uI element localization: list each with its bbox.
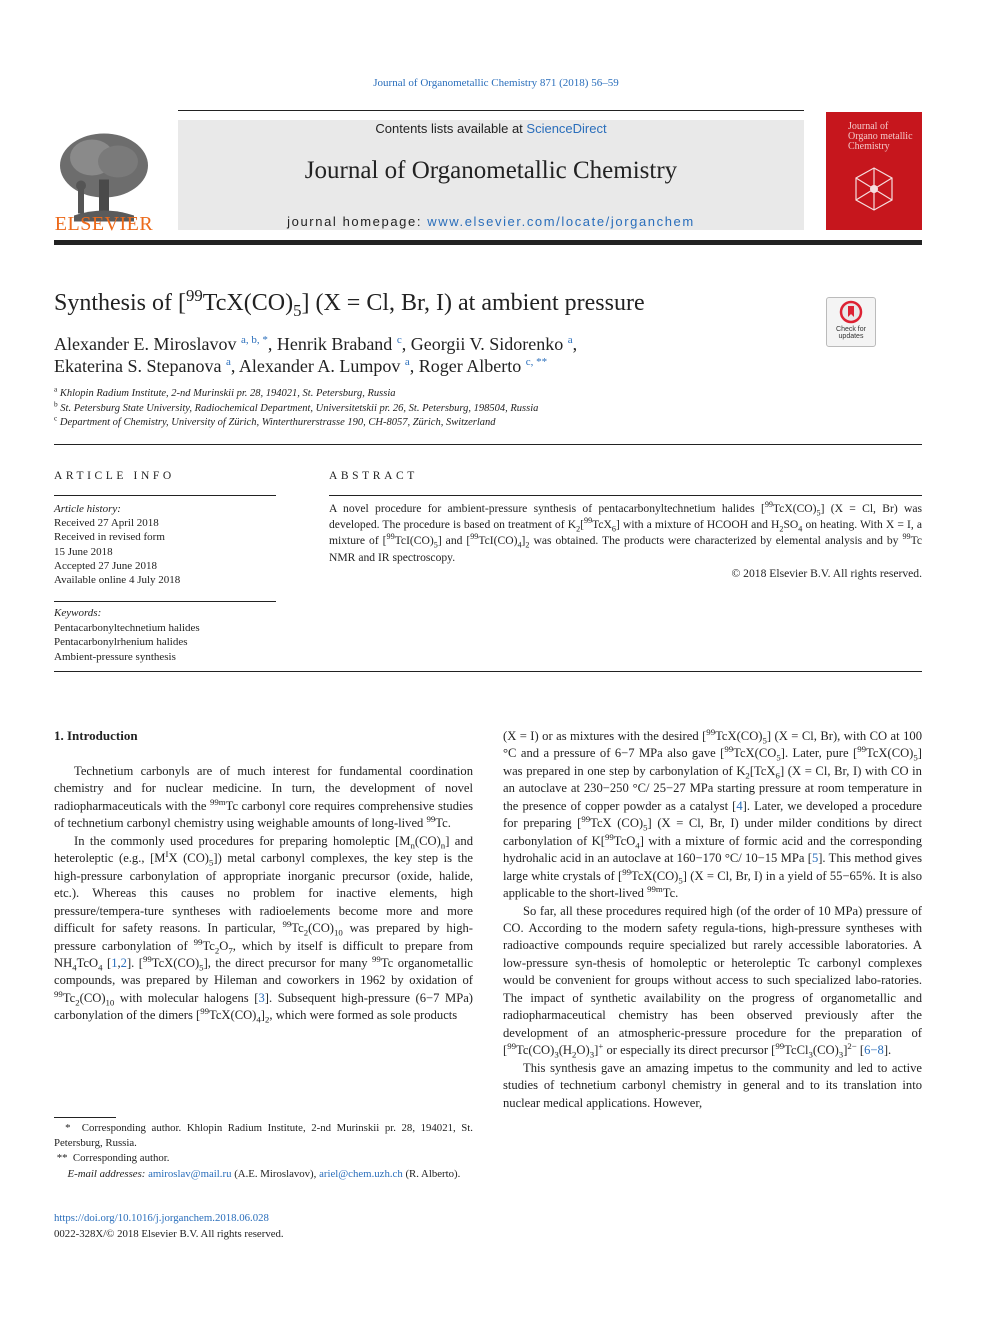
keywords (54, 606, 276, 664)
history-item: Received 27 April 2018 (54, 517, 159, 530)
divider (54, 671, 922, 672)
body-column-left: Technetium carbonyls are of much interest for fundamental coordination chemistry and for nuclear medicine. In turn, the development of novel radiopharmaceuticals with the $^{99m}$Tc carbonyl core requires comprehensive studies of technetium carbonyl chemistry using weighable amounts of long-lived $^{99}$Tc. In the commonly used procedures for preparing homoleptic $[M_n(CO)_n]$ and heteroleptic (e.g., [$M^IX$ $(CO)_5$]) metal carbonyl complexes, the key step is the high-pressure carbonylation of appropriate inorganic precursor (oxide, halide, etc.). Whereas this causes no problem for inactive elements, high pressure/tempera-ture syntheses with radioelements become more and more difficult for safety reasons. In particular, $^{99}Tc_2(CO)_{10}$ was prepared by high-pressure carbonylation of $^{99}Tc_2O_7$, which by itself is difficult to prepare from $NH_4TcO_4$ [1,2]. $[^{99}TcX(CO)_5]$, the direct precursor for many $^{99}$Tc organometallic compounds, was prepared by Hileman and coworkers in 1962 by oxidation of $^{99}Tc_2(CO)_{10}$ with molecular halogens [3]. Subsequent high-pressure (6−7 MPa) carbonylation of the dimers $[^{99}TcX(CO)_4]_2$, which were formed as sole products (54, 764, 474, 1025)
author[interactable]: Ekaterina S. Stepanova (54, 356, 222, 376)
history-item: Received in revised form (54, 531, 165, 544)
journal-reference[interactable]: Journal of Organometallic Chemistry 871 (2018) 56–59 (373, 77, 619, 89)
email-link[interactable]: ariel@chem.uzh.ch (319, 1167, 403, 1180)
cover-molecule-graphic (844, 160, 904, 220)
author[interactable]: Georgii V. Sidorenko (410, 334, 564, 354)
divider (329, 495, 922, 496)
history-label: Article history: (54, 503, 121, 515)
cover-title: Journal of Organo metallic Chemistry (848, 121, 913, 152)
author-marks[interactable]: c, ** (525, 356, 548, 368)
footnotes (54, 1121, 473, 1182)
history-item: Available online 4 July 2018 (54, 574, 181, 587)
journal-homepage: journal homepage: www.elsevier.com/locate/jorganchem (287, 214, 695, 229)
doi-link[interactable]: https://doi.org/10.1016/j.jorganchem.2018.06.028 (54, 1212, 269, 1224)
journal-name: Journal of Organometallic Chemistry (304, 157, 678, 184)
abstract-copyright: © 2018 Elsevier B.V. All rights reserved. (731, 566, 922, 580)
abstract-heading: ABSTRACT (329, 470, 418, 482)
email-addresses: E-mail addresses: amiroslav@mail.ru (A.E. Miroslavov), ariel@chem.uzh.ch (R. Alberto). (67, 1167, 461, 1180)
author-marks[interactable]: a (225, 356, 231, 368)
doi-block (54, 1210, 473, 1242)
author[interactable]: Roger Alberto (418, 356, 522, 376)
keyword: Pentacarbonylrhenium halides (54, 636, 188, 648)
badge-label-2: updates (838, 333, 864, 340)
contents-line: Contents lists available at ScienceDirect (375, 121, 607, 136)
affiliation-c: $^c$ Department of Chemistry, University of Zürich, Winterthurerstrasse 190, CH-8057, Zürich, Switzerland (54, 413, 496, 428)
corresponding-author-note: * Corresponding author. Khlopin Radium Institute, 2-nd Murinskii pr. 28, 194021, St. Petersburg, Russia. (54, 1122, 473, 1150)
homepage-link[interactable]: www.elsevier.com/locate/jorganchem (427, 214, 695, 229)
divider (54, 601, 276, 602)
history-item: Accepted 27 June 2018 (54, 559, 157, 572)
author[interactable]: Henrik Braband (276, 334, 393, 354)
badge-label-1: Check for (836, 326, 866, 333)
divider (54, 495, 276, 496)
keyword: Ambient-pressure synthesis (54, 650, 176, 663)
affiliation-a: $^a$ Khlopin Radium Institute, 2-nd Murinskii pr. 28, 194021, St. Petersburg, Russia (54, 384, 396, 399)
history-item: 15 June 2018 (54, 545, 113, 558)
author-marks[interactable]: c (396, 334, 402, 346)
author[interactable]: Alexander E. Miroslavov (54, 334, 237, 354)
header-thick-rule (54, 240, 922, 245)
article-history (54, 502, 276, 587)
sciencedirect-link[interactable]: ScienceDirect (526, 121, 607, 136)
keywords-label: Keywords: (54, 607, 102, 619)
header-rule (178, 110, 804, 111)
author-marks[interactable]: a, b, * (240, 334, 268, 346)
issn-line: 0022-328X/© 2018 Elsevier B.V. All rights reserved. (54, 1228, 284, 1240)
article-info-heading: ARTICLE INFO (54, 470, 175, 482)
body-column-right: (X = I) or as mixtures with the desired $[^{99}TcX(CO)_5] (X = Cl$, Br), with CO at 100 °C and a pressure of 6−7 MPa also gave [$^{99}TcX(CO_5]$. Later, pure $[^{99}TcX(CO)_5]$ was prepared in one step by carbonylation of $K_2[TcX_6] (X = Cl$, Br, I) with CO in an autoclave at 230−250 °C/ 25−27 MPa starting pressure at room temperature in the presence of copper powder as a catalyst [4]. Later, we developed a procedure for preparing [$^{99}$TcX $(CO)_5$] (X = Cl, Br, I) under milder conditions by direct carbonylation of K[$^{99}$TcO$_4$] with a mixture of formic acid and the corresponding hydrohalic acid in an autoclave at 160−170 °C/ 10−15 MPa [5]. This method gives large white crystals of $[^{99}TcX(CO)_5] (X = Cl$, Br, I) in a yield of 55−65%. It is also applicable to the short-lived $^{99m}$Tc. So far, all these procedures required high (of the order of 10 MPa) pressure of CO. According to the modern safety regula-tions, high-pressure syntheses with radioactive compounds require specialized but rarely accessible laboratories. A low-pressure syn-thesis of homoleptic or heteroleptic Tc carbonyl complexes would be convenient for groups without access to such specialized labo-ratories. The impact of synthetic availability on the progress of organometallic and radiopharmaceutical chemistry has been observed previously after the development of an atmospheric-pressure procedure for the preparation of $[^{99}Tc(CO)_3(H_2O)_3]^+$ or especially its direct precursor $[^{99}TcCl_3(CO)_3]^{2-}$ [6−8]. This synthesis gave an amazing impetus to the community and led to active studies of technetium carbonyl chemistry in general and to its translation into nuclear medical applications. However, (503, 726, 923, 1110)
elsevier-wordmark: ELSEVIER (54, 213, 154, 235)
author-list: Alexander E. Miroslavov $^{a, b, *}$, Henrik Braband $^c$, Georgii V. Sidorenko $^a$, Ekaterina S. Stepanova $^a$, Alexander A. Lumpov $^a$, Roger Alberto $^{c, **}$ (54, 334, 578, 376)
section-heading: 1. Introduction (54, 728, 138, 743)
author-marks[interactable]: a (404, 356, 410, 368)
affiliation-b: $^b$ St. Petersburg State University, Radiochemical Department, Universitetskii pr. 26, St. Petersburg, 198504, Russia (54, 399, 539, 414)
author[interactable]: Alexander A. Lumpov (238, 356, 401, 376)
affiliations (54, 384, 914, 431)
keyword: Pentacarbonyltechnetium halides (54, 621, 200, 634)
divider (54, 444, 922, 445)
corresponding-author-note: ** Corresponding author. (54, 1152, 170, 1165)
article-title: Synthesis of $[^{99}TcX(CO)_5] (X = Cl$, Br, I) at ambient pressure (54, 286, 645, 320)
check-updates-icon (827, 298, 875, 326)
abstract-text: A novel procedure for ambient-pressure synthesis of pentacarbonyltechnetium halides $[^{99}TcX(CO)_5] (X = Cl$, Br) was developed. The procedure is based on treatment of $K_2[^{99}TcX_6]$ with a mixture of HCOOH and $H_2SO_4$ on heating. With X = I, a mixture of $[^{99}TcI(CO)_5]$ and $[^{99}TcI(CO)_4]_2$ was obtained. The products were characterized by elemental analysis and by $^{99}$Tc NMR and IR spectroscopy. © 2018 Elsevier B.V. All rights reserved. (329, 501, 922, 582)
email-link[interactable]: amiroslav@mail.ru (148, 1167, 232, 1180)
author-marks[interactable]: a (567, 334, 573, 346)
journal-cover-thumbnail[interactable] (826, 112, 922, 230)
footnote-rule (54, 1117, 116, 1118)
